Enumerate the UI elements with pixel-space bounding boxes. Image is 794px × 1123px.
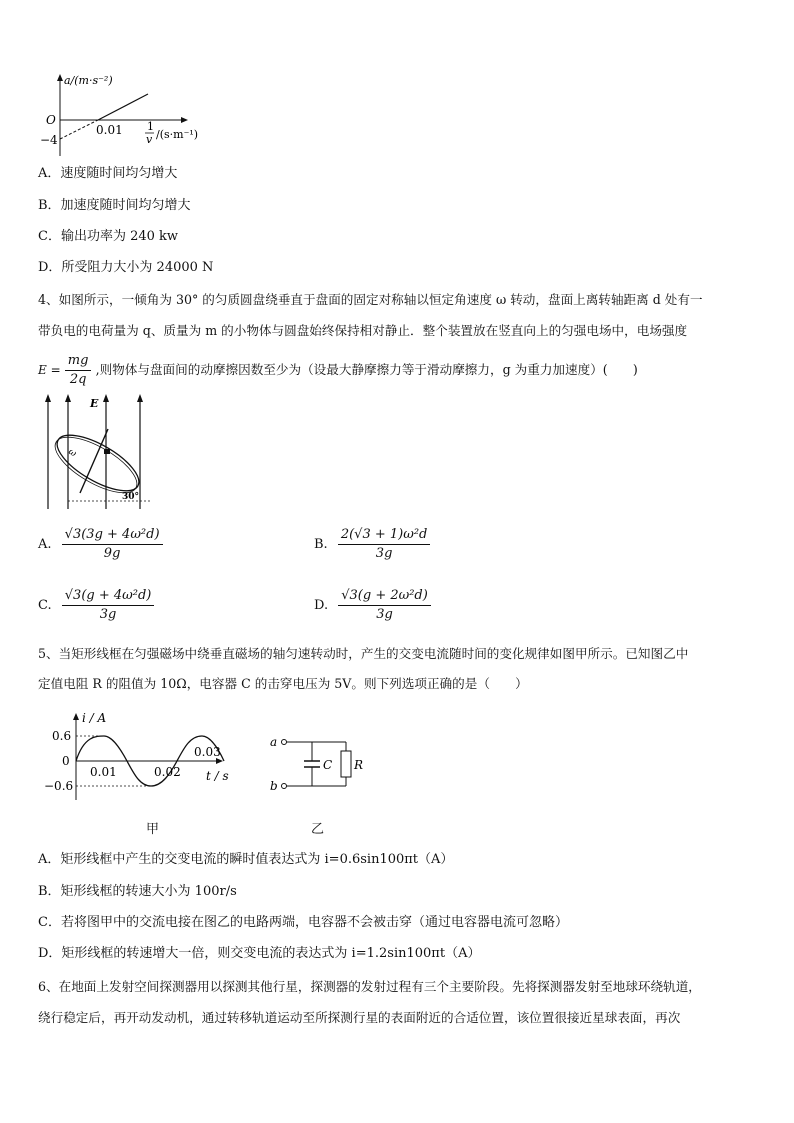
q5-option-c: C．若将图甲中的交流电接在图乙的电路两端，电容器不会被击穿（通过电容器电流可忽略） (38, 915, 568, 930)
field-arrow-icon (103, 394, 109, 402)
zero-label: 0 (62, 754, 70, 768)
q5-stem-line1: 5、当矩形线框在匀强磁场中绕垂直磁场的轴匀速转动时，产生的交变电流随时间的变化规律如图甲所示。已知图乙中 (38, 646, 689, 661)
q3-option-c: C．输出功率为 240 kw (38, 229, 179, 244)
q5-stem-line2: 定值电阻 R 的阻值为 10Ω，电容器 C 的击穿电压为 5V。则下列选项正确的是（ ） (38, 676, 528, 691)
t1-label: 0.01 (90, 765, 117, 779)
t3-label: 0.03 (194, 745, 221, 759)
angle-label: 30° (122, 492, 140, 502)
q3-option-a: A．速度随时间均匀增大 (38, 166, 178, 181)
q4-stem-line1: 4、如图所示，一倾角为 30° 的匀质圆盘绕垂直于盘面的固定对称轴以恒定角速度 ω 转动，盘面上离转轴距离 d 处有一 (38, 292, 703, 307)
small-object (104, 449, 110, 454)
y-axis-label: a/(m·s⁻²) (64, 74, 113, 87)
q5-option-d: D．矩形线框的转速增大一倍，则交变电流的表达式为 i=1.2sin100πt（A） (38, 946, 481, 961)
q4-stem-line3-text: ,则物体与盘面间的动摩擦因数至少为（设最大静摩擦力等于滑动摩擦力，g 为重力加速度）( ) (95, 362, 638, 377)
q4-option-b: B. $\frac{\text{2(√3 + 1)ω²d}}{3g}$ (314, 526, 430, 563)
q6-stem-line1: 6、在地面上发射空间探测器用以探测其他行星，探测器的发射过程有三个主要阶段。先将探测器发射至地球环绕轨道， (38, 979, 701, 994)
inclined-disc-figure (40, 393, 160, 511)
terminal-a-label: a (270, 735, 278, 749)
q5-option-a: A．矩形线框中产生的交变电流的瞬时值表达式为 i=0.6sin100πt（A） (38, 852, 454, 867)
q5-option-b: B．矩形线框的转速大小为 100r/s (38, 884, 237, 899)
neg-intercept-label: −4 (40, 133, 58, 147)
q4-option-d: D. $\frac{\text{√3(g + 2ω²d)}}{3g}$ (314, 587, 431, 624)
field-arrow-icon (45, 394, 51, 402)
q6-stem-line2: 绕行稳定后，再开动发动机，通过转移轨道运动至所探测行星的表面附近的合适位置，该位置很接近星球表面，再次 (38, 1010, 681, 1025)
i-axis-label: i / A (82, 711, 107, 725)
ymin-label: −0.6 (44, 779, 74, 793)
x-label-num: 1 (147, 120, 154, 133)
field-label: E (90, 397, 99, 410)
t2-label: 0.02 (154, 765, 181, 779)
capacitor-label: C (323, 758, 333, 772)
q4-stem-line2: 带负电的电荷量为 q、质量为 m 的小物体与圆盘始终保持相对静止．整个装置放在竖直向上的匀强电场中，电场强度 (38, 323, 688, 338)
terminal-a (282, 740, 287, 745)
x-axis-arrow-icon (181, 117, 188, 123)
field-arrow-icon (137, 394, 143, 402)
omega-label: ω (66, 446, 78, 460)
caption-yi: 乙 (311, 822, 325, 837)
origin-label: O (46, 113, 56, 127)
x-label-unit: /(s·m⁻¹) (156, 128, 199, 141)
resistor (341, 751, 351, 777)
rc-circuit-diagram (266, 726, 366, 798)
resistor-label: R (354, 758, 364, 772)
a-vs-inverse-v-graph (36, 72, 236, 162)
ymax-label: 0.6 (52, 729, 72, 743)
q4-option-c: C. $\frac{\text{√3(g + 4ω²d)}}{3g}$ (38, 587, 154, 624)
terminal-b (282, 784, 287, 789)
t-axis-label: t / s (206, 769, 229, 783)
x-tick-label: 0.01 (96, 123, 123, 137)
field-eq-lhs: E = (38, 363, 61, 377)
current-time-graph (40, 710, 240, 802)
caption-jia: 甲 (146, 822, 160, 837)
field-arrow-icon (65, 394, 71, 402)
dashed-extension (60, 120, 98, 139)
q3-option-b: B．加速度随时间均匀增大 (38, 198, 191, 213)
q4-option-a: A. $\frac{\text{√3(3g + 4ω²d)}}{9g}$ (38, 526, 163, 563)
i-axis-arrow-icon (73, 713, 79, 720)
q4-stem-line3 (38, 352, 638, 389)
solid-line (98, 94, 148, 120)
x-label-den: v (146, 133, 153, 146)
field-eq-fraction: $\frac{mg}{2q}$ (65, 352, 92, 389)
q3-option-d: D．所受阻力大小为 24000 N (38, 260, 214, 275)
y-axis-arrow-icon (57, 74, 63, 81)
terminal-b-label: b (270, 779, 278, 793)
rotation-axis (80, 429, 108, 493)
